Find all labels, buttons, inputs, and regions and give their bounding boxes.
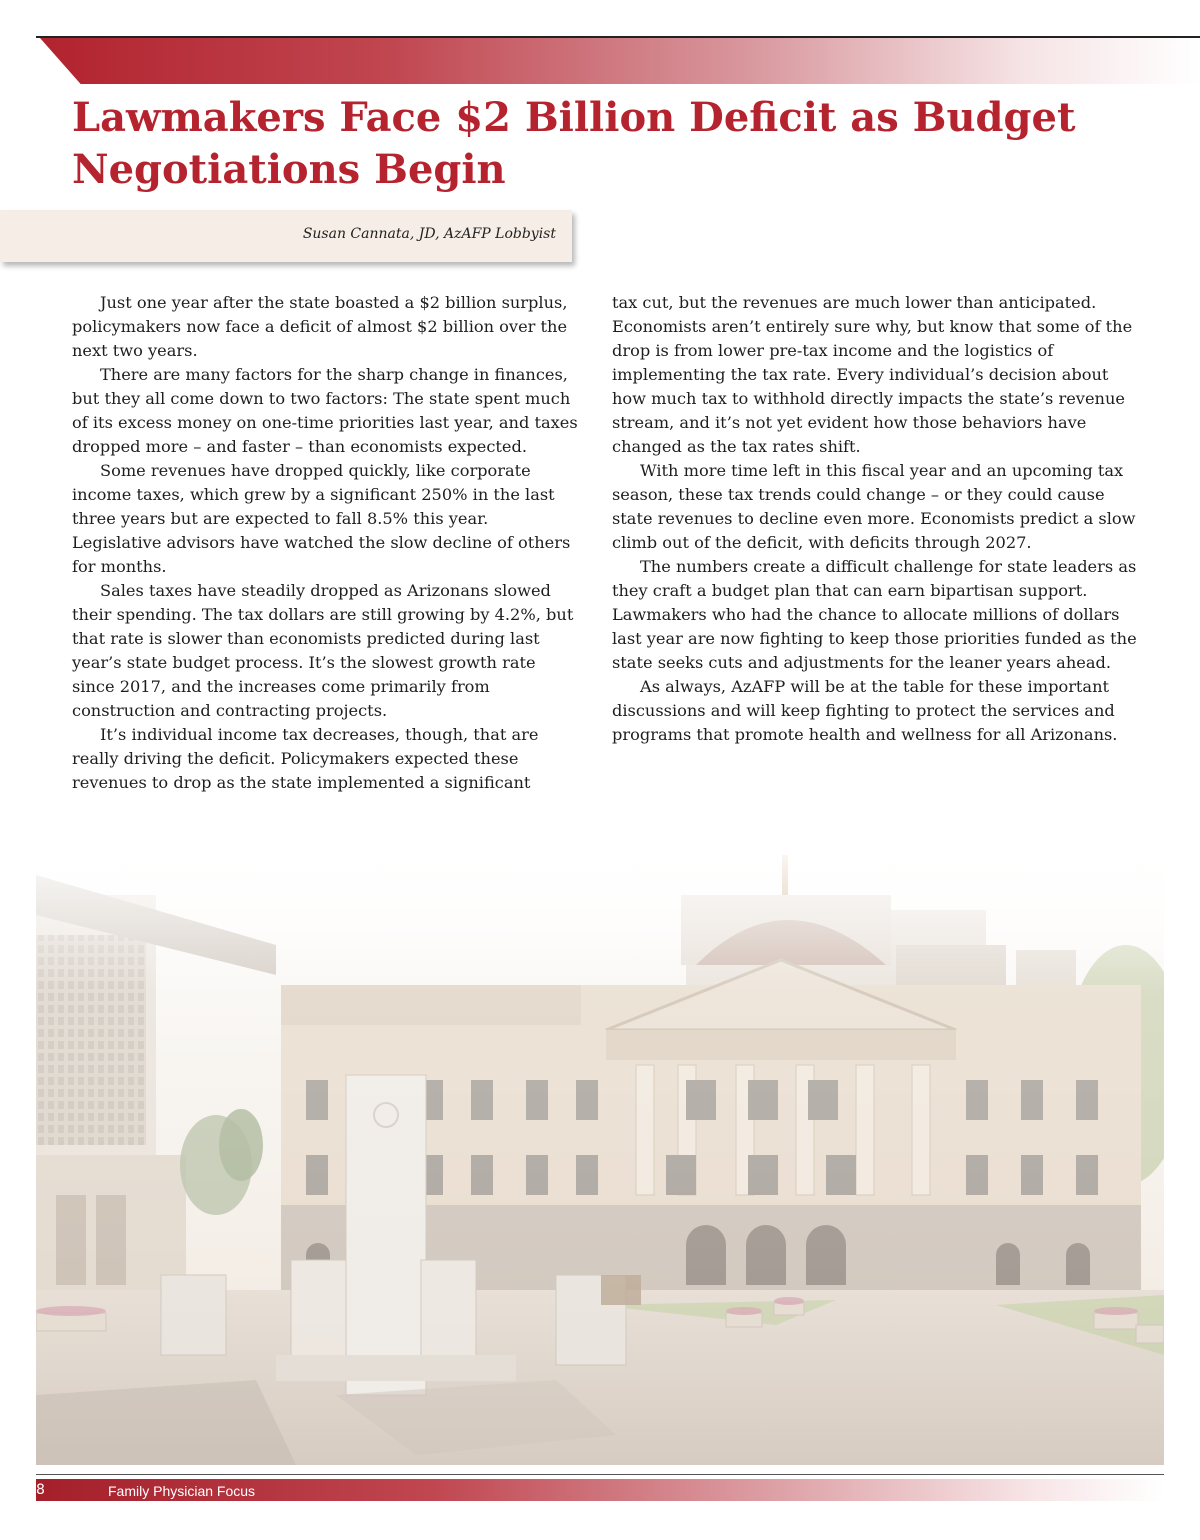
paragraph: Sales taxes have steadily dropped as Arizonans slowed their spending. The tax dollars are still growing by 4.2%, but that rate is slower than economists predicted during last year’s state budget process. It’s the slowest growth rate since 2017, and the increases come primarily from construction and contracting projects. [72, 581, 574, 720]
paragraph: As always, AzAFP will be at the table for these important discussions and will keep fighting to protect the services and programs that promote health and wellness for all Arizonans. [612, 677, 1118, 744]
paragraph-continuation: tax cut, but the revenues are much lower than anticipated. Economists aren’t entirely sure why, but know that some of the drop is from lower pre-tax income and the logistics of implementing the tax rate. Every individual’s decision about how much tax to withhold directly impacts the state’s revenue stream, and it’s not yet evident how those behaviors have changed as the tax rates shift. [612, 293, 1133, 456]
magazine-name: Family Physician Focus [108, 1483, 256, 1499]
top-rule [36, 36, 1200, 38]
footer-rule [36, 1474, 1164, 1475]
paragraph: The numbers create a difficult challenge for state leaders as they craft a budget plan that can earn bipartisan support. Lawmakers who had the chance to allocate millions of dollars last year are now fighting to keep those priorities funded as the state seeks cuts and adjustments for the leaner years ahead. [612, 557, 1137, 672]
paragraph: Some revenues have dropped quickly, like corporate income taxes, which grew by a significant 250% in the last three years but are expected to fall 8.5% this year. Legislative advisors have watched the slow decline of others for months. [72, 461, 571, 576]
article-title: Lawmakers Face $2 Billion Deficit as Budget Negotiations Begin [72, 94, 1076, 193]
paragraph: With more time left in this fiscal year and an upcoming tax season, these tax trends could change – or they could cause state revenues to decline even more. Economists predict a slow climb out of the deficit, with deficits through 2027. [612, 461, 1136, 552]
paragraph: It’s individual income tax decreases, though, that are really driving the deficit. Policymakers expected these revenues to drop as the state implemented a significant [72, 725, 539, 792]
capitol-building-photo [36, 835, 1164, 1465]
right-column [612, 291, 1144, 747]
byline-box [0, 210, 572, 262]
paragraph: Just one year after the state boasted a $2 billion surplus, policymakers now face a deficit of almost $2 billion over the next two years. [72, 293, 568, 360]
paragraph: There are many factors for the sharp change in finances, but they all come down to two factors: The state spent much of its excess money on one-time priorities last year, and taxes dropped more – and faster – than economists expected. [72, 365, 578, 456]
page-number: 8 [36, 1482, 45, 1498]
header-band [40, 38, 1200, 84]
left-column [72, 291, 582, 795]
byline: Susan Cannata, JD, AzAFP Lobbyist [302, 226, 556, 242]
